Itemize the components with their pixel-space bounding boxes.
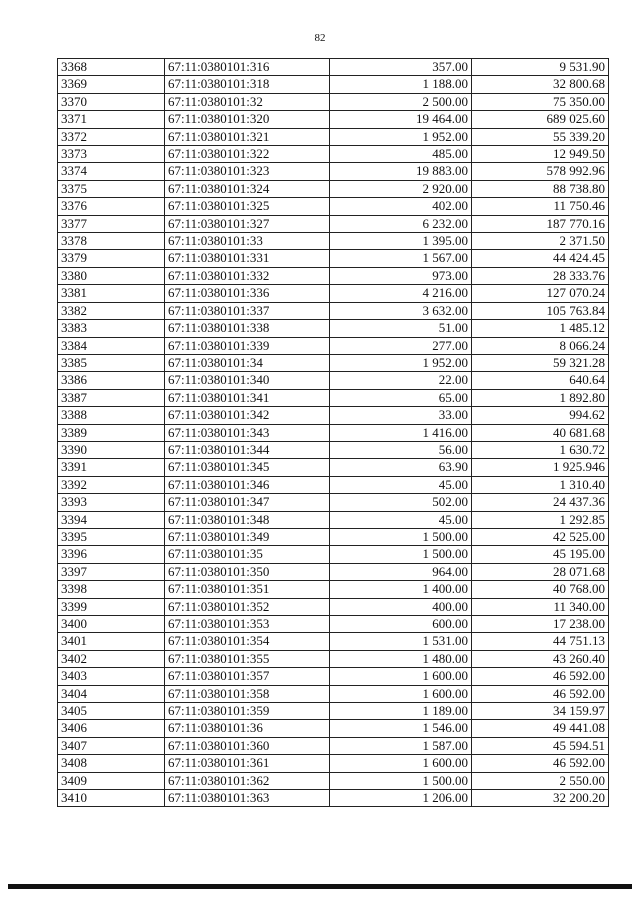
value-cell: 44 424.45: [472, 250, 609, 267]
row-number-cell: 3405: [58, 703, 165, 720]
table-row: [58, 720, 609, 737]
cadastral-number-cell: 67:11:0380101:32: [165, 93, 330, 110]
area-cell: 400.00: [330, 598, 472, 615]
area-cell: 1 600.00: [330, 668, 472, 685]
table-row: [58, 128, 609, 145]
row-number-cell: 3393: [58, 494, 165, 511]
row-number-cell: 3403: [58, 668, 165, 685]
table-row: [58, 511, 609, 528]
area-cell: 1 500.00: [330, 772, 472, 789]
cadastral-number-cell: 67:11:0380101:316: [165, 59, 330, 76]
value-cell: 127 070.24: [472, 285, 609, 302]
cadastral-number-cell: 67:11:0380101:339: [165, 337, 330, 354]
area-cell: 973.00: [330, 267, 472, 284]
row-number-cell: 3368: [58, 59, 165, 76]
table-row: [58, 772, 609, 789]
cadastral-number-cell: 67:11:0380101:324: [165, 180, 330, 197]
cadastral-number-cell: 67:11:0380101:355: [165, 650, 330, 667]
value-cell: 75 350.00: [472, 93, 609, 110]
row-number-cell: 3408: [58, 755, 165, 772]
area-cell: 19 883.00: [330, 163, 472, 180]
area-cell: 4 216.00: [330, 285, 472, 302]
table-row: [58, 650, 609, 667]
area-cell: 402.00: [330, 198, 472, 215]
table-row: [58, 598, 609, 615]
row-number-cell: 3399: [58, 598, 165, 615]
row-number-cell: 3377: [58, 215, 165, 232]
value-cell: 1 630.72: [472, 441, 609, 458]
value-cell: 1 310.40: [472, 476, 609, 493]
table-row: [58, 668, 609, 685]
area-cell: 1 500.00: [330, 546, 472, 563]
area-cell: 1 952.00: [330, 128, 472, 145]
area-cell: 1 206.00: [330, 790, 472, 807]
cadastral-number-cell: 67:11:0380101:362: [165, 772, 330, 789]
area-cell: 1 189.00: [330, 703, 472, 720]
table-row: [58, 146, 609, 163]
row-number-cell: 3395: [58, 528, 165, 545]
table-row: [58, 476, 609, 493]
value-cell: 994.62: [472, 407, 609, 424]
table-row: [58, 215, 609, 232]
cadastral-number-cell: 67:11:0380101:353: [165, 616, 330, 633]
table-row: [58, 337, 609, 354]
row-number-cell: 3381: [58, 285, 165, 302]
value-cell: 187 770.16: [472, 215, 609, 232]
value-cell: 1 925.946: [472, 459, 609, 476]
table-row: [58, 407, 609, 424]
area-cell: 2 500.00: [330, 93, 472, 110]
value-cell: 55 339.20: [472, 128, 609, 145]
value-cell: 32 200.20: [472, 790, 609, 807]
value-cell: 44 751.13: [472, 633, 609, 650]
cadastral-number-cell: 67:11:0380101:327: [165, 215, 330, 232]
value-cell: 59 321.28: [472, 354, 609, 371]
row-number-cell: 3409: [58, 772, 165, 789]
value-cell: 105 763.84: [472, 302, 609, 319]
cadastral-number-cell: 67:11:0380101:352: [165, 598, 330, 615]
cadastral-number-cell: 67:11:0380101:354: [165, 633, 330, 650]
cadastral-number-cell: 67:11:0380101:358: [165, 685, 330, 702]
table-row: [58, 354, 609, 371]
row-number-cell: 3385: [58, 354, 165, 371]
area-cell: 1 395.00: [330, 233, 472, 250]
area-cell: 51.00: [330, 320, 472, 337]
area-cell: 357.00: [330, 59, 472, 76]
table-row: [58, 320, 609, 337]
area-cell: 45.00: [330, 511, 472, 528]
cadastral-number-cell: 67:11:0380101:346: [165, 476, 330, 493]
area-cell: 964.00: [330, 563, 472, 580]
cadastral-number-cell: 67:11:0380101:332: [165, 267, 330, 284]
value-cell: 46 592.00: [472, 755, 609, 772]
value-cell: 17 238.00: [472, 616, 609, 633]
value-cell: 42 525.00: [472, 528, 609, 545]
table-row: [58, 180, 609, 197]
area-cell: 19 464.00: [330, 111, 472, 128]
value-cell: 43 260.40: [472, 650, 609, 667]
table-row: [58, 198, 609, 215]
table-row: [58, 59, 609, 76]
table-row: [58, 563, 609, 580]
area-cell: 1 480.00: [330, 650, 472, 667]
area-cell: 63.90: [330, 459, 472, 476]
cadastral-number-cell: 67:11:0380101:36: [165, 720, 330, 737]
row-number-cell: 3372: [58, 128, 165, 145]
value-cell: 45 195.00: [472, 546, 609, 563]
row-number-cell: 3396: [58, 546, 165, 563]
cadastral-number-cell: 67:11:0380101:323: [165, 163, 330, 180]
row-number-cell: 3404: [58, 685, 165, 702]
row-number-cell: 3384: [58, 337, 165, 354]
table-row: [58, 790, 609, 807]
row-number-cell: 3394: [58, 511, 165, 528]
value-cell: 46 592.00: [472, 685, 609, 702]
row-number-cell: 3378: [58, 233, 165, 250]
cadastral-number-cell: 67:11:0380101:337: [165, 302, 330, 319]
table-row: [58, 581, 609, 598]
table-row: [58, 76, 609, 93]
row-number-cell: 3392: [58, 476, 165, 493]
value-cell: 11 340.00: [472, 598, 609, 615]
area-cell: 6 232.00: [330, 215, 472, 232]
value-cell: 11 750.46: [472, 198, 609, 215]
cadastral-number-cell: 67:11:0380101:343: [165, 424, 330, 441]
area-cell: 1 531.00: [330, 633, 472, 650]
cadastral-number-cell: 67:11:0380101:344: [165, 441, 330, 458]
row-number-cell: 3375: [58, 180, 165, 197]
table-row: [58, 494, 609, 511]
table-row: [58, 372, 609, 389]
cadastral-number-cell: 67:11:0380101:348: [165, 511, 330, 528]
value-cell: 1 892.80: [472, 389, 609, 406]
area-cell: 45.00: [330, 476, 472, 493]
cadastral-number-cell: 67:11:0380101:347: [165, 494, 330, 511]
row-number-cell: 3410: [58, 790, 165, 807]
cadastral-number-cell: 67:11:0380101:361: [165, 755, 330, 772]
row-number-cell: 3398: [58, 581, 165, 598]
row-number-cell: 3388: [58, 407, 165, 424]
value-cell: 12 949.50: [472, 146, 609, 163]
area-cell: 277.00: [330, 337, 472, 354]
table-row: [58, 302, 609, 319]
cadastral-number-cell: 67:11:0380101:357: [165, 668, 330, 685]
value-cell: 640.64: [472, 372, 609, 389]
value-cell: 28 333.76: [472, 267, 609, 284]
row-number-cell: 3386: [58, 372, 165, 389]
value-cell: 578 992.96: [472, 163, 609, 180]
table-row: [58, 703, 609, 720]
row-number-cell: 3379: [58, 250, 165, 267]
area-cell: 1 416.00: [330, 424, 472, 441]
value-cell: 88 738.80: [472, 180, 609, 197]
table-row: [58, 389, 609, 406]
row-number-cell: 3401: [58, 633, 165, 650]
cadastral-number-cell: 67:11:0380101:341: [165, 389, 330, 406]
cadastral-number-cell: 67:11:0380101:322: [165, 146, 330, 163]
value-cell: 40 681.68: [472, 424, 609, 441]
cadastral-table: [57, 58, 609, 807]
table-row: [58, 250, 609, 267]
row-number-cell: 3387: [58, 389, 165, 406]
table-row: [58, 285, 609, 302]
value-cell: 40 768.00: [472, 581, 609, 598]
value-cell: 9 531.90: [472, 59, 609, 76]
row-number-cell: 3371: [58, 111, 165, 128]
row-number-cell: 3376: [58, 198, 165, 215]
row-number-cell: 3383: [58, 320, 165, 337]
value-cell: 45 594.51: [472, 737, 609, 754]
row-number-cell: 3391: [58, 459, 165, 476]
row-number-cell: 3369: [58, 76, 165, 93]
area-cell: 600.00: [330, 616, 472, 633]
value-cell: 1 485.12: [472, 320, 609, 337]
row-number-cell: 3389: [58, 424, 165, 441]
value-cell: 8 066.24: [472, 337, 609, 354]
cadastral-number-cell: 67:11:0380101:325: [165, 198, 330, 215]
table-row: [58, 233, 609, 250]
cadastral-number-cell: 67:11:0380101:359: [165, 703, 330, 720]
cadastral-number-cell: 67:11:0380101:338: [165, 320, 330, 337]
value-cell: 1 292.85: [472, 511, 609, 528]
area-cell: 1 600.00: [330, 755, 472, 772]
cadastral-number-cell: 67:11:0380101:35: [165, 546, 330, 563]
cadastral-number-cell: 67:11:0380101:351: [165, 581, 330, 598]
table-row: [58, 111, 609, 128]
table-row: [58, 546, 609, 563]
area-cell: 22.00: [330, 372, 472, 389]
cadastral-number-cell: 67:11:0380101:360: [165, 737, 330, 754]
table-row: [58, 441, 609, 458]
cadastral-number-cell: 67:11:0380101:349: [165, 528, 330, 545]
table-row: [58, 267, 609, 284]
cadastral-number-cell: 67:11:0380101:318: [165, 76, 330, 93]
row-number-cell: 3380: [58, 267, 165, 284]
value-cell: 34 159.97: [472, 703, 609, 720]
table-row: [58, 737, 609, 754]
value-cell: 2 550.00: [472, 772, 609, 789]
row-number-cell: 3402: [58, 650, 165, 667]
table-row: [58, 459, 609, 476]
table-body: [58, 59, 609, 807]
area-cell: 1 500.00: [330, 528, 472, 545]
cadastral-number-cell: 67:11:0380101:336: [165, 285, 330, 302]
row-number-cell: 3382: [58, 302, 165, 319]
table-row: [58, 93, 609, 110]
value-cell: 49 441.08: [472, 720, 609, 737]
bottom-rule: [8, 884, 632, 889]
area-cell: 2 920.00: [330, 180, 472, 197]
cadastral-number-cell: 67:11:0380101:340: [165, 372, 330, 389]
area-cell: 1 400.00: [330, 581, 472, 598]
cadastral-number-cell: 67:11:0380101:331: [165, 250, 330, 267]
table-row: [58, 616, 609, 633]
table-row: [58, 633, 609, 650]
value-cell: 32 800.68: [472, 76, 609, 93]
row-number-cell: 3400: [58, 616, 165, 633]
area-cell: 1 567.00: [330, 250, 472, 267]
cadastral-number-cell: 67:11:0380101:34: [165, 354, 330, 371]
value-cell: 28 071.68: [472, 563, 609, 580]
area-cell: 1 188.00: [330, 76, 472, 93]
value-cell: 689 025.60: [472, 111, 609, 128]
row-number-cell: 3390: [58, 441, 165, 458]
row-number-cell: 3406: [58, 720, 165, 737]
area-cell: 502.00: [330, 494, 472, 511]
row-number-cell: 3370: [58, 93, 165, 110]
area-cell: 485.00: [330, 146, 472, 163]
value-cell: 24 437.36: [472, 494, 609, 511]
cadastral-number-cell: 67:11:0380101:320: [165, 111, 330, 128]
row-number-cell: 3397: [58, 563, 165, 580]
cadastral-number-cell: 67:11:0380101:345: [165, 459, 330, 476]
row-number-cell: 3373: [58, 146, 165, 163]
table-row: [58, 163, 609, 180]
table-row: [58, 528, 609, 545]
area-cell: 1 952.00: [330, 354, 472, 371]
area-cell: 33.00: [330, 407, 472, 424]
cadastral-number-cell: 67:11:0380101:342: [165, 407, 330, 424]
cadastral-number-cell: 67:11:0380101:33: [165, 233, 330, 250]
cadastral-number-cell: 67:11:0380101:363: [165, 790, 330, 807]
area-cell: 3 632.00: [330, 302, 472, 319]
area-cell: 1 587.00: [330, 737, 472, 754]
table-row: [58, 755, 609, 772]
cadastral-number-cell: 67:11:0380101:321: [165, 128, 330, 145]
area-cell: 56.00: [330, 441, 472, 458]
value-cell: 46 592.00: [472, 668, 609, 685]
table-row: [58, 424, 609, 441]
page-number: 82: [314, 32, 326, 44]
area-cell: 1 546.00: [330, 720, 472, 737]
table-row: [58, 685, 609, 702]
row-number-cell: 3407: [58, 737, 165, 754]
area-cell: 65.00: [330, 389, 472, 406]
value-cell: 2 371.50: [472, 233, 609, 250]
area-cell: 1 600.00: [330, 685, 472, 702]
cadastral-number-cell: 67:11:0380101:350: [165, 563, 330, 580]
row-number-cell: 3374: [58, 163, 165, 180]
